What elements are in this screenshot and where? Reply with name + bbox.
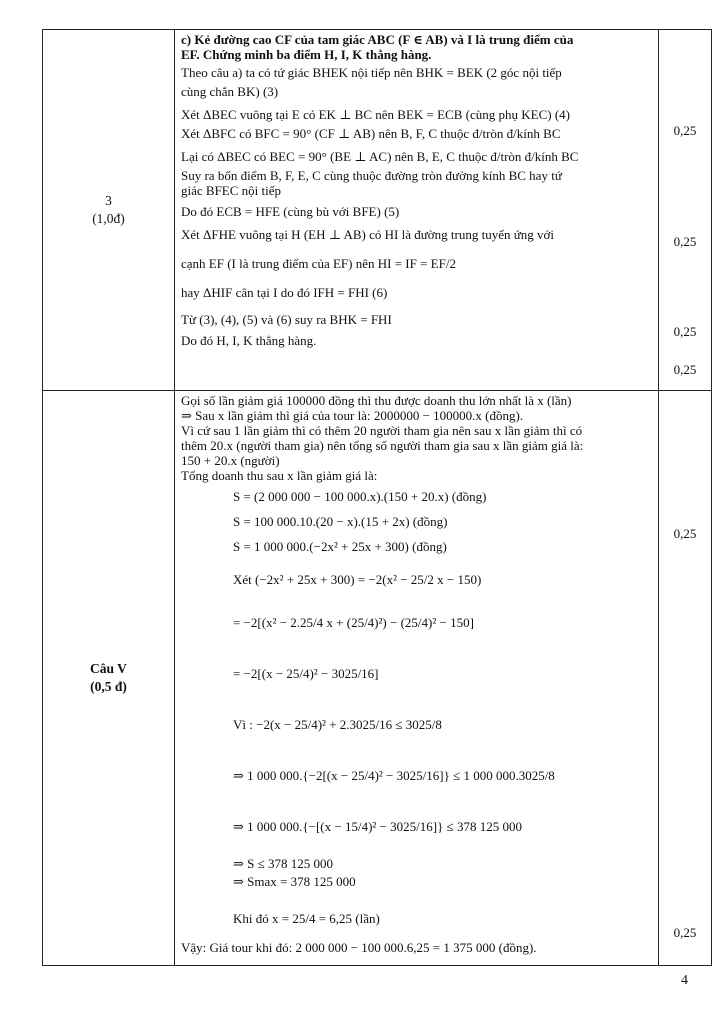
qv-line-5: 150 + 20.x (người) — [181, 453, 280, 468]
qv-line-4: thêm 20.x (người tham gia) nên tổng số người tham gia sau x lần giảm giá là: — [181, 438, 584, 453]
row-question-v — [43, 391, 712, 966]
q3-score-2: 0,25 — [673, 234, 697, 249]
qv-line-10: Xét (−2x² + 25x + 300) = −2(x² − 25/2 x − 150) — [233, 572, 482, 587]
q3-line-10: cạnh EF (I là trung điểm của EF) nên HI = IF = EF/2 — [181, 256, 456, 271]
question-v-score-cell — [659, 391, 712, 966]
row-question-3 — [43, 30, 712, 391]
q3-score-1: 0,25 — [673, 123, 697, 138]
qv-line-8: S = 100 000.10.(20 − x).(15 + 2x) (đồng) — [233, 514, 448, 529]
q3-line-3: Xét ΔBEC vuông tại E có EK ⊥ BC nên BEK = ECB (cùng phụ KEC) (4) — [181, 107, 570, 122]
qv-line-7: S = (2 000 000 − 100 000.x).(150 + 20.x) (đồng) — [233, 489, 487, 504]
q3-line-9: Xét ΔFHE vuông tại H (EH ⊥ AB) có HI là đường trung tuyến ứng với — [181, 227, 555, 242]
qv-line-2: ⇒ Sau x lần giảm thì giá của tour là: 2000000 − 100000.x (đồng). — [181, 408, 524, 423]
q3-score-4: 0,25 — [673, 362, 697, 377]
page-number: 4 — [681, 973, 688, 988]
qv-line-1: Gọi số lần giảm giá 100000 đồng thì thu được doanh thu lớn nhất là x (lần) — [181, 393, 572, 408]
qv-score-1: 0,25 — [673, 526, 697, 541]
q3-line-8: Do đó ECB = HFE (cùng bù với BFE) (5) — [181, 204, 400, 219]
qv-line-9: S = 1 000 000.(−2x² + 25x + 300) (đồng) — [233, 539, 447, 554]
q3-line-2: cùng chắn BK) (3) — [181, 84, 279, 99]
qv-line-3: Vì cứ sau 1 lần giảm thì có thêm 20 người tham gia nên sau x lần giảm thì có — [181, 423, 583, 438]
q3-line-12: Từ (3), (4), (5) và (6) suy ra BHK = FHI — [181, 312, 392, 327]
qv-line-13: Vì : −2(x − 25/4)² + 2.3025/16 ≤ 3025/8 — [233, 717, 442, 732]
question-v-label-cell — [43, 391, 175, 966]
qv-line-17: ⇒ Smax = 378 125 000 — [233, 874, 356, 889]
q3-line-4: Xét ΔBFC có BFC = 90° (CF ⊥ AB) nên B, F, C thuộc đ/tròn đ/kính BC — [181, 126, 561, 141]
answer-table — [42, 29, 712, 966]
qv-score-2: 0,25 — [673, 925, 697, 940]
q3-title-line2: EF. Chứng minh ba điểm H, I, K thẳng hàng. — [181, 47, 432, 62]
question-3-number: 3 — [105, 193, 112, 208]
qv-line-19: Vậy: Giá tour khi đó: 2 000 000 − 100 000.6,25 = 1 375 000 (đồng). — [181, 940, 537, 955]
q3-line-13: Do đó H, I, K thẳng hàng. — [181, 333, 317, 348]
question-3-points: (1,0đ) — [92, 211, 125, 226]
question-v-label: Câu V — [90, 661, 127, 676]
question-v-content-cell — [175, 391, 659, 966]
q3-title-line1: c) Kẻ đường cao CF của tam giác ABC (F ∈ AB) và I là trung điểm của — [181, 32, 574, 47]
qv-line-14: ⇒ 1 000 000.{−2[(x − 25/4)² − 3025/16]} ≤ 1 000 000.3025/8 — [233, 768, 555, 783]
q3-line-7: giác BFEC nội tiếp — [181, 183, 282, 198]
q3-line-11: hay ΔHIF cân tại I do đó IFH = FHI (6) — [181, 285, 388, 300]
q3-line-5: Lại có ΔBEC có BEC = 90° (BE ⊥ AC) nên B, E, C thuộc đ/tròn đ/kính BC — [181, 149, 579, 164]
question-3-score-cell — [659, 30, 712, 391]
qv-line-6: Tổng doanh thu sau x lần giảm giá là: — [181, 468, 378, 483]
question-v-points: (0,5 đ) — [90, 679, 127, 694]
qv-line-15: ⇒ 1 000 000.{−[(x − 15/4)² − 3025/16]} ≤ 378 125 000 — [233, 819, 522, 834]
q3-line-1: Theo câu a) ta có tứ giác BHEK nội tiếp nên BHK = BEK (2 góc nội tiếp — [181, 65, 562, 80]
q3-line-6: Suy ra bốn điểm B, F, E, C cùng thuộc đường tròn đường kính BC hay tứ — [181, 168, 562, 183]
question-3-content-cell — [175, 30, 659, 391]
qv-line-18: Khi đó x = 25/4 = 6,25 (lần) — [233, 911, 380, 926]
question-3-label-cell — [43, 30, 175, 391]
qv-line-12: = −2[(x − 25/4)² − 3025/16] — [233, 666, 379, 681]
qv-line-11: = −2[(x² − 2.25/4 x + (25/4)²) − (25/4)² − 150] — [233, 615, 474, 630]
q3-score-3: 0,25 — [673, 324, 697, 339]
qv-line-16: ⇒ S ≤ 378 125 000 — [233, 856, 334, 871]
